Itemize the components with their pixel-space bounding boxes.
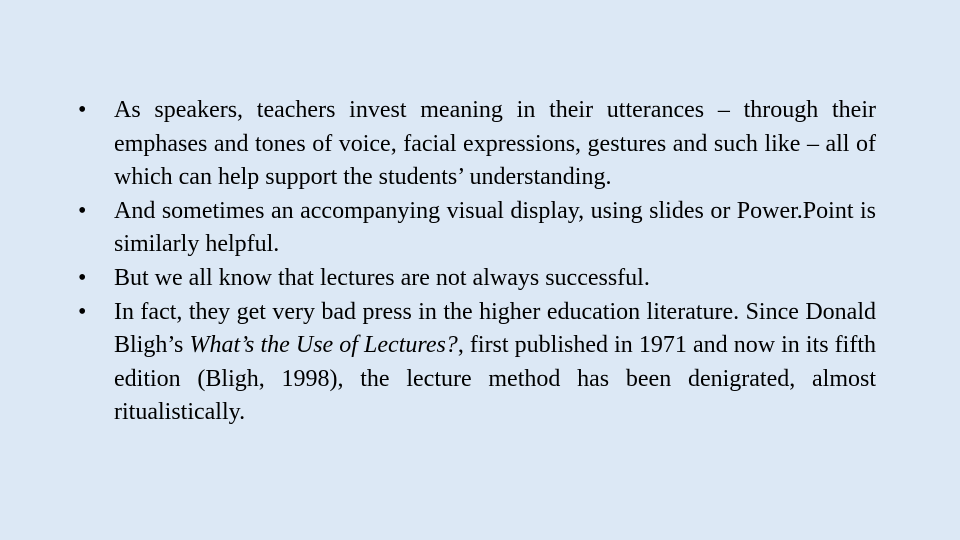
bullet-item [78, 262, 876, 296]
bullet-marker: • [78, 298, 87, 325]
bullet-item [78, 94, 876, 195]
bullet-text-before: In fact, they get very bad press in the higher education literature. Since Donald Bligh’s [114, 298, 876, 359]
bullet-marker: • [78, 264, 87, 291]
bullet-marker: • [78, 97, 87, 123]
book-title: What’s the Use of Lectures? [189, 332, 458, 359]
bullet-item [78, 195, 876, 262]
bullet-list [78, 94, 876, 430]
bullet-text-after: , first published in 1971 and now in its fifth edition (Bligh, 1998), the lecture method has been denigrated, almost ritualistically. [114, 332, 876, 426]
bullet-text: As speakers, teachers invest meaning in their utterances – through their emphases and tones of voice, facial expressions, gestures and such like – all of which can help support the students’ understanding. [114, 97, 876, 191]
bullet-text [114, 296, 876, 430]
bullet-marker: • [78, 197, 87, 224]
bullet-text: But we all know that lectures are not always successful. [114, 264, 650, 291]
bullet-text: And sometimes an accompanying visual display, using slides or Power.Point is similarly helpful. [114, 197, 876, 258]
bullet-item [78, 296, 876, 430]
